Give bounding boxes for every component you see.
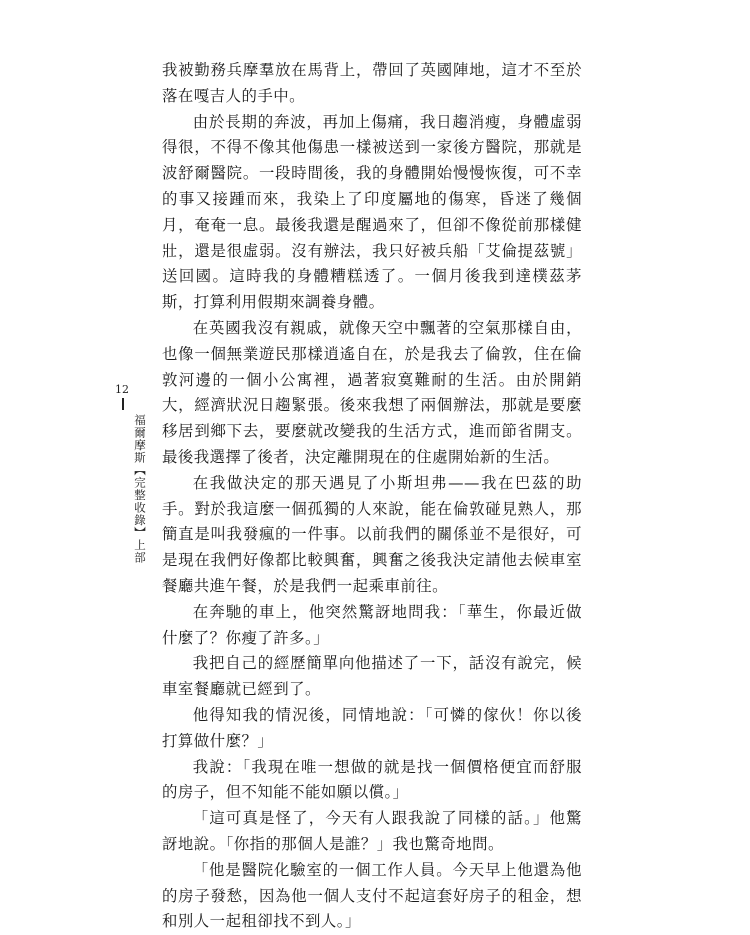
paragraph: 我被勤務兵摩羣放在馬背上，帶回了英國陣地，這才不至於落在嘎吉人的手中。 — [162, 61, 582, 105]
paragraph: 我把自己的經歷簡單向他描述了一下，話沒有說完，候車室餐廳就已經到了。 — [162, 654, 582, 699]
paragraph: 在英國我沒有親戚，就像天空中飄著的空氣那樣自由，也像一個無業遊民那樣逍遙自在，於是我去了倫敦，住在倫敦河邊的一個小公寓裡，過著寂寞難耐的生活。由於開銷大，經濟狀況日趨緊張。後來我想了兩個辦法，那就是要麼移居到鄉下去，要麼就改變我的生活方式，進而節省開支。最後我選擇了後者，決定離開現在的住處開始新的生活。 — [162, 318, 582, 466]
running-head: 福爾摩斯【完整收錄】上部 — [133, 414, 147, 564]
paragraph: 他得知我的情況後，同情地說：「可憐的傢伙！你以後打算做什麼？」 — [162, 705, 582, 750]
page-number: 12 — [115, 383, 129, 396]
body-text — [162, 58, 582, 935]
paragraph: 在奔馳的車上，他突然驚訝地問我：「華生，你最近做什麼了？你瘦了許多。」 — [162, 602, 582, 647]
paragraph: 由於長期的奔波，再加上傷痛，我日趨消瘦，身體虛弱得很，不得不像其他傷患一樣被送到一家後方醫院，那就是波舒爾醫院。一段時間後，我的身體開始慢慢恢復，可不幸的事又接踵而來，我染上了印度屬地的傷寒，昏迷了幾個月，奄奄一息。最後我還是醒過來了，但卻不像從前那樣健壯，還是很虛弱。沒有辦法，我只好被兵船「艾倫提茲號」送回國。這時我的身體糟糕透了。一個月後我到達樸茲茅斯，打算利用假期來調養身體。 — [162, 112, 582, 312]
paragraph: 在我做決定的那天遇見了小斯坦弗——我在巴茲的助手。對於我這麼一個孤獨的人來說，能在倫敦碰見熟人，那簡直是叫我發瘋的一件事。以前我們的關係並不是很好，可是現在我們好像都比較興奮，興奮之後我決定請他去候車室餐廳共進午餐，於是我們一起乘車前往。 — [162, 473, 582, 595]
paragraph: 「他是醫院化驗室的一個工作人員。今天早上他還為他的房子發愁，因為他一個人支付不起這套好房子的租金，想和別人一起租卻找不到人。」 — [162, 860, 582, 931]
paragraph: 我說：「我現在唯一想做的就是找一個價格便宜而舒服的房子，但不知能不能如願以償。」 — [162, 757, 582, 802]
margin-rule — [122, 398, 124, 410]
paragraph: 「這可真是怪了，今天有人跟我說了同樣的話。」他驚訝地說。「你指的那個人是誰？」我也驚奇地問。 — [162, 809, 582, 853]
